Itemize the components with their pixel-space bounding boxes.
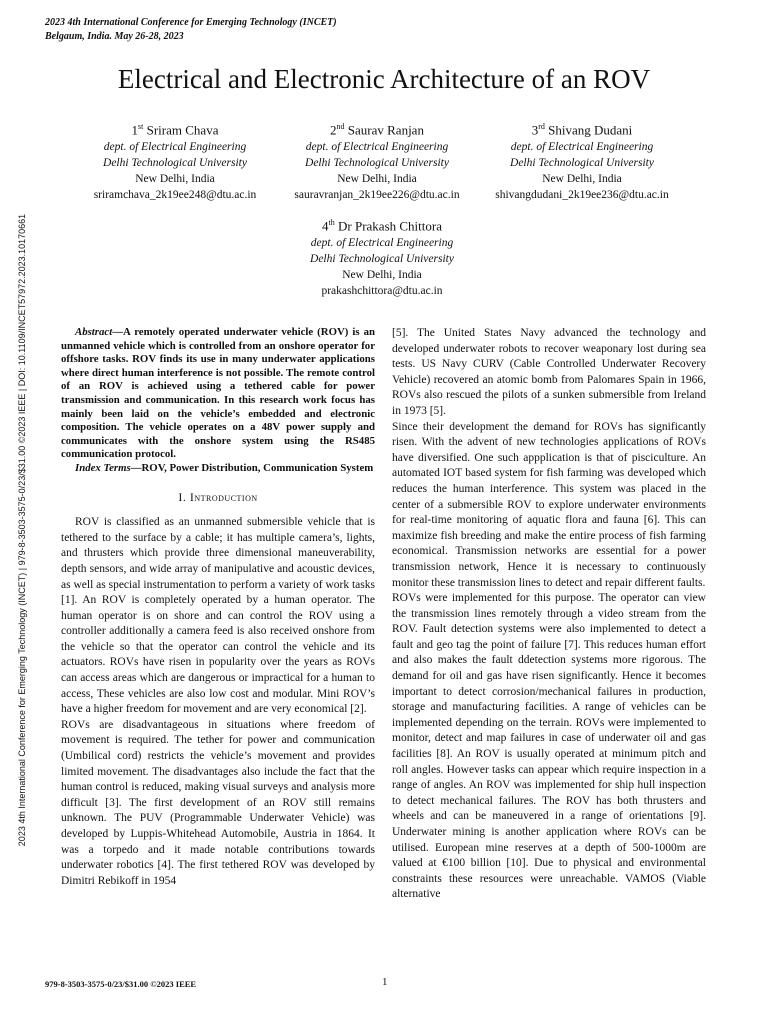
doi-sidebar [14,180,30,880]
author-2: 2nd Saurav Ranjan dept. of Electrical Engineering Delhi Technological University New Delhi, India sauravranjan_2k19ee226@dtu.ac.in [257,118,497,203]
author-4: 4th Dr Prakash Chittora dept. of Electrical Engineering Delhi Technological University New Delhi, India prakashchittora@dtu.ac.in [262,214,502,299]
author-name: Shivang Dudani [548,122,633,138]
paragraph: ROVs are disadvantageous in situations where freedom of movement is required. The tether for power and communication (Umbilical cord) restricts the vehicle’s movement and provides limited movement. The disadvantages also include the fact that the human control is reduced, making visual surveys and analysis more difficult [3]. The first development of an ROV still remains unknown. The PUV (Programmable Underwater Vehicle) was developed by Luppis-Whitehead Automobile, Austria in 1864. It was a torpedo and it made notable contributions towards underwater robotics [4]. The first tethered ROV was developed by Dimitri Rebikoff in 1954 [61,718,375,887]
page-number: 1 [382,976,388,988]
author-name: Saurav Ranjan [347,122,424,138]
left-column [61,326,375,889]
conference-header [45,16,337,44]
paragraph: ROV is classified as an unmanned submersible vehicle that is tethered to the surface by a cable; it has multiple camera’s, lights, and thrusters which provide three dimensional maneuverability, depth sensors, and wide array of manipulative and acoustic devices, as well as special instrumentation to perform a variety of work tasks [1]. An ROV is completely operated by a human operator. The human operator is on shore and can control the ROV using a controller additionally a camera feed is also received onshore from the vehicle so that the operator can control the vehicle and its actuators. ROVs have risen in popularity over the years as ROVs can access areas which are dangerous or impractical for a human to access, These vehicles are also low cost and modular. Mini ROV’s have a higher freedom for movement and are very economical [2]. [61,516,375,716]
conference-name: 2023 4th International Conference for Emerging Technology (INCET) [45,17,337,28]
section-heading: I. Introduction [178,489,258,504]
author-name: Sriram Chava [146,122,219,138]
author-3: 3rd Shivang Dudani dept. of Electrical Engineering Delhi Technological University New Delhi, India shivangdudani_2k19ee236@dtu.ac.in [462,118,702,203]
index-terms: Index Terms—ROV, Power Distribution, Communication System [75,461,374,474]
author-name: Dr Prakash Chittora [338,218,442,234]
paper-title: Electrical and Electronic Architecture of an ROV [117,64,651,94]
abstract: Abstract—A remotely operated underwater vehicle (ROV) is an unmanned vehicle which is controlled from an onshore operator for offshore tasks. ROV finds its use in many underwater applications where direct human interference is not possible. The remote control of an ROV is achieved using a tethered cable for power transmission and communication. In this research work focus has mainly been laid on the vehicle’s embedded and electronic composition. The vehicle operates on a 48V power supply and communicates with the onshore system using the RS485 communication protocol. [61,326,375,461]
sidebar-text: 2023 4th International Conference for Emerging Technology (INCET) | 979-8-3503-3575-0/23/$31.00 ©2023 IEEE | DOI: 10.1109/INCET57972.2023.10170661 [17,213,27,847]
conference-location: Belgaum, India. May 26-28, 2023 [45,31,184,42]
author-1: 1st Sriram Chava dept. of Electrical Engineering Delhi Technological University New Delhi, India sriramchava_2k19ee248@dtu.ac.in [55,118,295,203]
author-email: prakashchittora@dtu.ac.in [321,285,443,298]
author-email: sriramchava_2k19ee248@dtu.ac.in [93,189,257,202]
paragraph: ROVs were implemented for this purpose. The operator can view the transmission lines remotely through a video stream from the ROV. Fault detection systems were also implemented to detect a fault and geo tag the point of failure [7]. This reduces human effort and also makes the fault ddetection systems more rigorous. The demand for oil and gas have risen significantly. Hence it becomes important to detect corrosion/mechanical failures in production, storage and manufacturing facilities. A range of vehicles can be implemented depending on the terrain. ROVs were implemented to monitor, detect and map failures in case of underwater oil and gas facilities [8]. An ROV is usually operated at minimum pitch and roll angles. However tasks can appear which require inspection in a range of angles. An ROV was implemented for ship hull inspection to detect mechanical failures. The ROV has both thrusters and wheels and can be maneuvered in a range of orientations [9]. Underwater mining is another application where ROVs can be utilised. European mine reserves at a depth of 500-1000m are valued at €100 billion [10]. Due to physical and environmental constraints these resources were unreachable. VAMOS (Viable alternative [392,592,706,901]
author-email: shivangdudani_2k19ee236@dtu.ac.in [495,189,669,202]
right-column [392,326,706,903]
paragraph: [5]. The United States Navy advanced the technology and developed underwater robots to recover weaponary lost during sea tests. US Navy CURV (Cable Controlled Underwater Recovery Vehicle) recovered an atomic bomb from Palomares Spain in 1966, ROVs also rescued the pilots of a sunken submersible from Ireland in 1973 [5]. [392,327,706,417]
paragraph: Since their development the demand for ROVs has significantly risen. With the advent of new technologies applications of ROVs have diversified. One such appplication is that of pisciculture. An automated IOT based system for fish farming was developed which reduces the human interference. This system was placed in the center of a submersible ROV to explore underwater environments for real-time monitoring of aquatic flora and fauna [6]. This can maximize fish breeding and make the entire process of fish farming economical. Transmission networks are essential for a power transmission network, Hence it is necessary to continuously monitor these transmission lines to detect and repair different faults. [392,420,706,589]
footer-isbn: 979-8-3503-3575-0/23/$31.00 ©2023 IEEE [45,979,197,989]
author-email: sauravranjan_2k19ee226@dtu.ac.in [294,189,460,202]
